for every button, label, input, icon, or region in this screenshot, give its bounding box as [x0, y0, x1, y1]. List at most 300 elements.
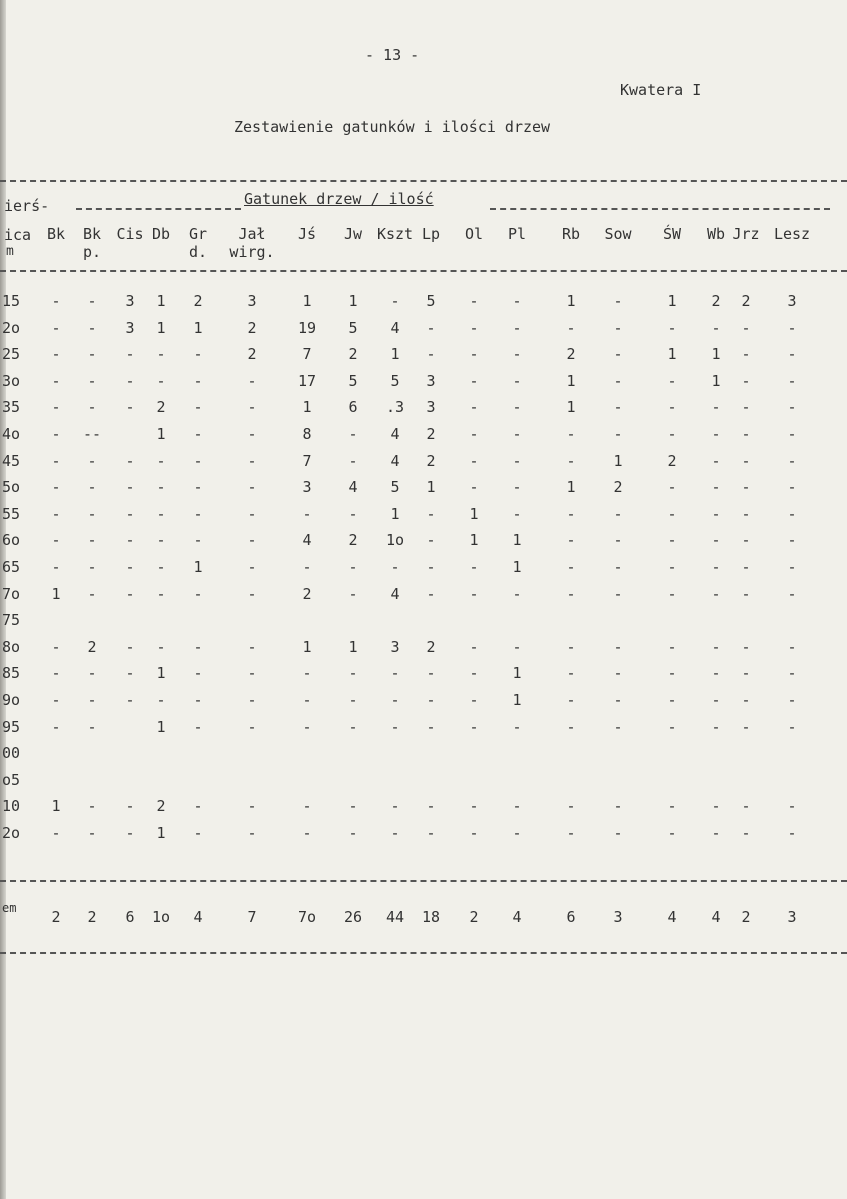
- column-header-4: Gr: [188, 225, 208, 243]
- table-cell: 1: [156, 425, 166, 443]
- table-cell: -: [51, 717, 61, 736]
- table-cell: .3: [385, 398, 405, 417]
- table-cell: 4: [390, 451, 400, 470]
- table-cell: 19: [297, 318, 317, 337]
- table-cell: -: [512, 345, 522, 364]
- table-cell: -: [247, 584, 257, 603]
- table-cell: 4: [390, 318, 400, 337]
- column-header-3: Db: [151, 225, 171, 243]
- table-cell: -: [741, 504, 751, 523]
- table-cell: -: [711, 398, 721, 417]
- table-cell: 1: [512, 664, 522, 683]
- table-cell: -: [741, 531, 751, 550]
- table-cell: -: [711, 584, 721, 603]
- table-cell: -: [741, 558, 751, 576]
- table-cell: -: [302, 717, 312, 736]
- column-header-11: Pl: [507, 225, 527, 243]
- column-header-8: Kszt: [376, 225, 414, 243]
- table-cell: -: [566, 584, 576, 603]
- table-cell: -: [667, 558, 677, 576]
- table-cell: 2: [348, 531, 358, 550]
- table-cell: -: [741, 637, 751, 656]
- table-cell: -: [51, 531, 61, 550]
- table-cell: -: [247, 531, 257, 550]
- table-cell: -: [613, 371, 623, 390]
- table-cell: -: [426, 584, 436, 603]
- table-cell: -: [302, 797, 312, 816]
- table-cell: 7: [302, 345, 312, 364]
- table-cell: 1: [156, 664, 166, 683]
- totals-cell: 3: [787, 908, 797, 926]
- table-cell: -: [193, 824, 203, 842]
- row-label: 5o: [2, 478, 21, 497]
- table-cell: -: [787, 531, 797, 550]
- row-label: 2o: [2, 824, 21, 842]
- table-cell: -: [512, 398, 522, 417]
- table-cell: 2: [156, 797, 166, 816]
- table-cell: 2: [426, 637, 436, 656]
- row-label: 45: [2, 451, 21, 470]
- table-cell: -: [613, 292, 623, 310]
- table-cell: -: [156, 531, 166, 550]
- table-cell: 1: [302, 398, 312, 417]
- table-cell: 7: [302, 451, 312, 470]
- table-cell: 1: [469, 531, 479, 550]
- table-cell: -: [87, 584, 97, 603]
- table-cell: 1: [566, 478, 576, 497]
- group-rule-right: [490, 208, 830, 210]
- table-cell: 6: [348, 398, 358, 417]
- table-cell: -: [87, 531, 97, 550]
- table-cell: -: [51, 504, 61, 523]
- table-cell: 4: [390, 584, 400, 603]
- table-cell: -: [87, 797, 97, 816]
- totals-cell: 26: [343, 908, 363, 926]
- table-cell: -: [741, 717, 751, 736]
- table-cell: 1: [390, 504, 400, 523]
- table-cell: -: [156, 345, 166, 364]
- table-cell: 1: [512, 691, 522, 709]
- table-cell: 4: [302, 531, 312, 550]
- column-header-sub-5: wirg.: [229, 243, 275, 261]
- table-cell: -: [156, 558, 166, 576]
- table-cell: 2: [566, 345, 576, 364]
- table-cell: -: [613, 504, 623, 523]
- table-cell: 2: [193, 292, 203, 310]
- column-header-13: Sow: [604, 225, 632, 243]
- table-cell: -: [87, 717, 97, 736]
- table-cell: 1: [566, 371, 576, 390]
- table-cell: -: [613, 318, 623, 337]
- column-header-0: Bk: [46, 225, 66, 243]
- table-cell: -: [469, 425, 479, 443]
- row-label: 10: [2, 797, 21, 816]
- table-cell: 1: [512, 558, 522, 576]
- table-cell: -: [667, 584, 677, 603]
- table-cell: -: [125, 531, 135, 550]
- table-cell: 5: [348, 371, 358, 390]
- table-cell: -: [566, 531, 576, 550]
- table-cell: -: [193, 664, 203, 683]
- table-cell: -: [469, 691, 479, 709]
- table-cell: -: [247, 504, 257, 523]
- table-cell: -: [87, 398, 97, 417]
- table-cell: -: [711, 318, 721, 337]
- table-cell: -: [512, 584, 522, 603]
- table-cell: -: [613, 398, 623, 417]
- header-left-col-line2: m: [6, 244, 14, 259]
- table-cell: -: [469, 584, 479, 603]
- table-cell: -: [469, 478, 479, 497]
- table-cell: -: [469, 637, 479, 656]
- totals-cell: 4: [193, 908, 203, 926]
- table-cell: -: [787, 824, 797, 842]
- table-cell: -: [247, 478, 257, 497]
- table-cell: -: [711, 824, 721, 842]
- table-cell: -: [566, 504, 576, 523]
- table-cell: -: [156, 691, 166, 709]
- table-cell: -: [247, 717, 257, 736]
- table-cell: 1: [667, 292, 677, 310]
- row-label: 4o: [2, 425, 21, 443]
- column-header-10: Ol: [464, 225, 484, 243]
- column-header-15: Wb: [706, 225, 726, 243]
- table-cell: -: [667, 398, 677, 417]
- table-cell: -: [711, 425, 721, 443]
- table-cell: 2: [426, 425, 436, 443]
- table-cell: -: [787, 504, 797, 523]
- table-cell: -: [87, 504, 97, 523]
- table-cell: -: [125, 797, 135, 816]
- table-cell: 1: [348, 292, 358, 310]
- table-cell: 2: [302, 584, 312, 603]
- table-cell: -: [512, 371, 522, 390]
- table-cell: -: [51, 558, 61, 576]
- table-cell: 5: [390, 371, 400, 390]
- table-cell: -: [741, 425, 751, 443]
- column-header-12: Rb: [561, 225, 581, 243]
- row-label: 25: [2, 345, 21, 364]
- table-cell: -: [711, 797, 721, 816]
- row-label: 95: [2, 717, 21, 736]
- row-label: 2o: [2, 318, 21, 337]
- totals-cell: 2: [741, 908, 751, 926]
- table-cell: 2: [247, 318, 257, 337]
- table-cell: 1: [51, 797, 61, 816]
- table-cell: -: [426, 824, 436, 842]
- totals-cell: 2: [469, 908, 479, 926]
- table-cell: -: [512, 425, 522, 443]
- table-cell: -: [613, 717, 623, 736]
- table-cell: 1: [156, 824, 166, 842]
- table-cell: -: [51, 451, 61, 470]
- column-header-17: Lesz: [773, 225, 811, 243]
- table-cell: -: [711, 558, 721, 576]
- header-bottom-rule: [0, 270, 847, 272]
- table-cell: 2: [156, 398, 166, 417]
- table-cell: 1: [566, 398, 576, 417]
- table-cell: -: [613, 637, 623, 656]
- table-cell: -: [348, 504, 358, 523]
- table-cell: -: [51, 478, 61, 497]
- table-cell: -: [390, 797, 400, 816]
- table-cell: -: [613, 425, 623, 443]
- table-cell: -: [667, 318, 677, 337]
- table-cell: -: [741, 664, 751, 683]
- table-cell: -: [667, 691, 677, 709]
- table-cell: -: [667, 717, 677, 736]
- table-cell: -: [787, 318, 797, 337]
- totals-cell: 6: [125, 908, 135, 926]
- table-cell: -: [469, 717, 479, 736]
- table-cell: -: [469, 398, 479, 417]
- table-cell: -: [667, 797, 677, 816]
- table-cell: -: [390, 664, 400, 683]
- table-cell: -: [741, 584, 751, 603]
- table-cell: -: [348, 425, 358, 443]
- totals-top-rule: [0, 880, 847, 882]
- table-cell: -: [787, 797, 797, 816]
- table-cell: -: [193, 504, 203, 523]
- table-cell: -: [348, 584, 358, 603]
- table-cell: -: [125, 478, 135, 497]
- table-cell: -: [247, 691, 257, 709]
- table-cell: -: [566, 637, 576, 656]
- totals-cell: 4: [711, 908, 721, 926]
- table-cell: -: [512, 637, 522, 656]
- table-cell: -: [156, 451, 166, 470]
- table-cell: -: [741, 824, 751, 842]
- table-cell: -: [469, 371, 479, 390]
- table-cell: 3: [787, 292, 797, 310]
- table-cell: -: [390, 691, 400, 709]
- row-label: 7o: [2, 584, 21, 603]
- totals-cell: 4: [512, 908, 522, 926]
- row-label: 65: [2, 558, 21, 576]
- column-header-1: Bk: [82, 225, 102, 243]
- table-cell: -: [711, 531, 721, 550]
- table-cell: -: [741, 691, 751, 709]
- table-cell: -: [348, 824, 358, 842]
- totals-cell: 44: [385, 908, 405, 926]
- table-cell: -: [247, 637, 257, 656]
- column-header-5: Jał: [238, 225, 266, 243]
- totals-cell: 3: [613, 908, 623, 926]
- table-cell: 8: [302, 425, 312, 443]
- table-cell: -: [302, 664, 312, 683]
- table-cell: 3: [302, 478, 312, 497]
- totals-cell: 4: [667, 908, 677, 926]
- table-cell: -: [469, 451, 479, 470]
- table-cell: -: [156, 504, 166, 523]
- table-cell: -: [613, 664, 623, 683]
- table-cell: -: [87, 318, 97, 337]
- table-cell: -: [787, 451, 797, 470]
- table-cell: -: [125, 371, 135, 390]
- table-cell: -: [787, 717, 797, 736]
- table-cell: -: [51, 292, 61, 310]
- table-cell: -: [787, 478, 797, 497]
- table-cell: -: [125, 451, 135, 470]
- table-cell: -: [613, 691, 623, 709]
- table-cell: -: [426, 691, 436, 709]
- table-cell: 2: [348, 345, 358, 364]
- table-cell: -: [348, 451, 358, 470]
- table-cell: -: [193, 797, 203, 816]
- row-label: 6o: [2, 531, 21, 550]
- table-cell: -: [613, 345, 623, 364]
- totals-label: em: [2, 901, 17, 915]
- table-cell: -: [787, 425, 797, 443]
- table-cell: 1: [667, 345, 677, 364]
- column-header-14: ŚW: [662, 225, 682, 243]
- table-cell: -: [302, 504, 312, 523]
- table-cell: -: [787, 664, 797, 683]
- table-cell: -: [348, 717, 358, 736]
- table-cell: -: [613, 558, 623, 576]
- table-cell: -: [613, 584, 623, 603]
- table-cell: 1: [156, 318, 166, 337]
- totals-cell: 7: [247, 908, 257, 926]
- table-cell: -: [667, 531, 677, 550]
- group-label: Gatunek drzew / ilość: [244, 190, 434, 208]
- column-header-sub-1: p.: [82, 243, 102, 261]
- table-cell: 2: [247, 345, 257, 364]
- table-cell: --: [82, 425, 102, 443]
- table-cell: -: [125, 504, 135, 523]
- table-cell: -: [566, 691, 576, 709]
- table-cell: 1: [469, 504, 479, 523]
- table-cell: -: [512, 478, 522, 497]
- table-cell: 5: [390, 478, 400, 497]
- table-cell: -: [787, 558, 797, 576]
- table-cell: -: [469, 797, 479, 816]
- table-cell: 2: [613, 478, 623, 497]
- table-cell: -: [787, 371, 797, 390]
- table-cell: 1: [156, 717, 166, 736]
- table-cell: -: [247, 664, 257, 683]
- table-cell: -: [711, 637, 721, 656]
- table-cell: 3: [125, 318, 135, 337]
- table-cell: -: [566, 558, 576, 576]
- table-cell: -: [87, 824, 97, 842]
- table-cell: -: [512, 504, 522, 523]
- table-cell: 3: [247, 292, 257, 310]
- table-cell: -: [125, 691, 135, 709]
- table-cell: -: [247, 398, 257, 417]
- table-cell: -: [667, 478, 677, 497]
- table-cell: -: [247, 797, 257, 816]
- table-cell: -: [566, 451, 576, 470]
- table-cell: -: [87, 558, 97, 576]
- table-cell: -: [667, 425, 677, 443]
- table-cell: -: [711, 451, 721, 470]
- table-cell: -: [125, 584, 135, 603]
- table-cell: -: [193, 691, 203, 709]
- table-cell: -: [426, 345, 436, 364]
- table-cell: 3: [426, 371, 436, 390]
- table-cell: -: [51, 345, 61, 364]
- column-header-9: Lp: [421, 225, 441, 243]
- table-cell: -: [125, 398, 135, 417]
- table-cell: -: [426, 717, 436, 736]
- table-cell: -: [193, 478, 203, 497]
- table-cell: -: [787, 345, 797, 364]
- table-cell: -: [87, 451, 97, 470]
- table-cell: -: [787, 637, 797, 656]
- table-cell: -: [51, 425, 61, 443]
- table-cell: -: [302, 558, 312, 576]
- table-cell: -: [566, 824, 576, 842]
- table-cell: -: [787, 398, 797, 417]
- table-cell: 1: [348, 637, 358, 656]
- page-number: - 13 -: [365, 46, 420, 64]
- table-cell: 1: [390, 345, 400, 364]
- table-cell: -: [87, 371, 97, 390]
- table-cell: -: [711, 664, 721, 683]
- table-cell: 2: [426, 451, 436, 470]
- table-cell: -: [390, 558, 400, 576]
- table-cell: 1o: [385, 531, 405, 550]
- table-cell: -: [348, 664, 358, 683]
- table-cell: -: [469, 558, 479, 576]
- table-cell: -: [247, 451, 257, 470]
- table-cell: -: [667, 824, 677, 842]
- table-cell: 1: [51, 584, 61, 603]
- column-header-6: Jś: [297, 225, 317, 243]
- table-cell: -: [193, 584, 203, 603]
- totals-cell: 2: [51, 908, 61, 926]
- table-cell: 4: [348, 478, 358, 497]
- row-label: 15: [2, 292, 21, 310]
- table-cell: 1: [711, 371, 721, 390]
- table-cell: -: [125, 824, 135, 842]
- page-title: Zestawienie gatunków i ilości drzew: [234, 118, 551, 136]
- table-cell: -: [302, 691, 312, 709]
- table-cell: 1: [711, 345, 721, 364]
- table-cell: -: [156, 637, 166, 656]
- row-label: 8o: [2, 637, 21, 656]
- table-cell: 1: [302, 637, 312, 656]
- table-cell: -: [193, 451, 203, 470]
- table-cell: 1: [193, 558, 203, 576]
- table-cell: 1: [566, 292, 576, 310]
- table-cell: -: [390, 824, 400, 842]
- table-top-rule: [0, 180, 847, 182]
- table-cell: -: [469, 292, 479, 310]
- table-cell: -: [613, 531, 623, 550]
- column-header-7: Jw: [343, 225, 363, 243]
- table-cell: -: [390, 717, 400, 736]
- table-cell: -: [711, 504, 721, 523]
- row-label: o5: [2, 770, 21, 789]
- table-cell: -: [469, 824, 479, 842]
- table-cell: -: [426, 318, 436, 337]
- table-cell: -: [667, 504, 677, 523]
- table-cell: 2: [711, 292, 721, 310]
- table-cell: -: [512, 824, 522, 842]
- table-cell: 1: [156, 292, 166, 310]
- row-label: 3o: [2, 371, 21, 390]
- table-cell: -: [87, 691, 97, 709]
- table-cell: -: [566, 717, 576, 736]
- table-bottom-rule: [0, 952, 847, 954]
- table-cell: -: [426, 797, 436, 816]
- table-cell: -: [512, 318, 522, 337]
- table-cell: -: [741, 318, 751, 337]
- table-cell: -: [469, 345, 479, 364]
- table-cell: -: [566, 797, 576, 816]
